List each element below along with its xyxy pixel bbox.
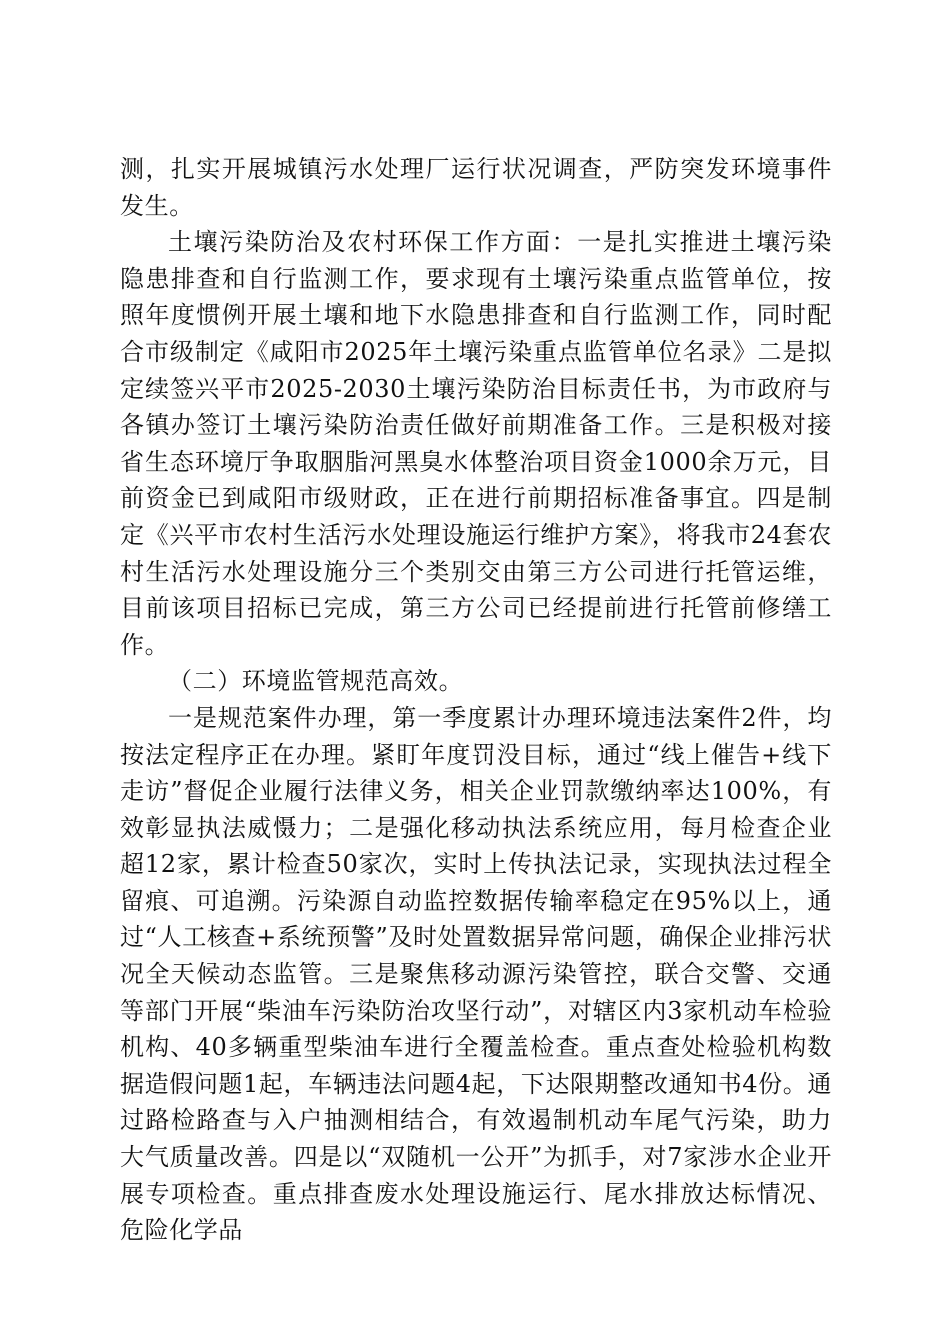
section-heading-environment-supervision: （二）环境监管规范高效。 [168, 667, 464, 696]
document-body [120, 151, 832, 1249]
paragraph-continuation: 测，扎实开展城镇污水处理厂运行状况调查，严防突发环境事件发生。 [120, 155, 832, 220]
paragraph-soil-pollution: 土壤污染防治及农村环保工作方面：一是扎实推进土壤污染隐患排查和自行监测工作，要求现有土壤污染重点监管单位，按照年度惯例开展土壤和地下水隐患排查和自行监测工作，同时配合市级制定《咸阳市2025年土壤污染重点监管单位名录》二是拟定续签兴平市2025-2030土壤污染防治目标责任书，为市政府与各镇办签订土壤污染防治责任做好前期准备工作。三是积极对接省生态环境厅争取胭脂河黑臭水体整治项目资金1000余万元，目前资金已到咸阳市级财政，正在进行前期招标准备事宜。四是制定《兴平市农村生活污水处理设施运行维护方案》，将我市24套农村生活污水处理设施分三个类别交由第三方公司进行托管运维，目前该项目招标已完成，第三方公司已经提前进行托管前修缮工作。 [120, 228, 832, 659]
paragraph-case-handling: 一是规范案件办理，第一季度累计办理环境违法案件2件，均按法定程序正在办理。紧盯年度罚没目标，通过“线上催告+线下走访”督促企业履行法律义务，相关企业罚款缴纳率达100%，有效彰显执法威慑力；二是强化移动执法系统应用，每月检查企业超12家，累计检查50家次，实时上传执法记录，实现执法过程全留痕、可追溯。污染源自动监控数据传输率稳定在95%以上，通过“人工核查+系统预警”及时处置数据异常问题，确保企业排污状况全天候动态监管。三是聚焦移动源污染管控，联合交警、交通等部门开展“柴油车污染防治攻坚行动”，对辖区内3家机动车检验机构、40多辆重型柴油车进行全覆盖检查。重点查处检验机构数据造假问题1起，车辆违法问题4起，下达限期整改通知书4份。通过路检路查与入户抽测相结合，有效遏制机动车尾气污染，助力大气质量改善。四是以“双随机一公开”为抓手，对7家涉水企业开展专项检查。重点排查废水处理设施运行、尾水排放达标情况、危险化学品 [120, 703, 832, 1245]
